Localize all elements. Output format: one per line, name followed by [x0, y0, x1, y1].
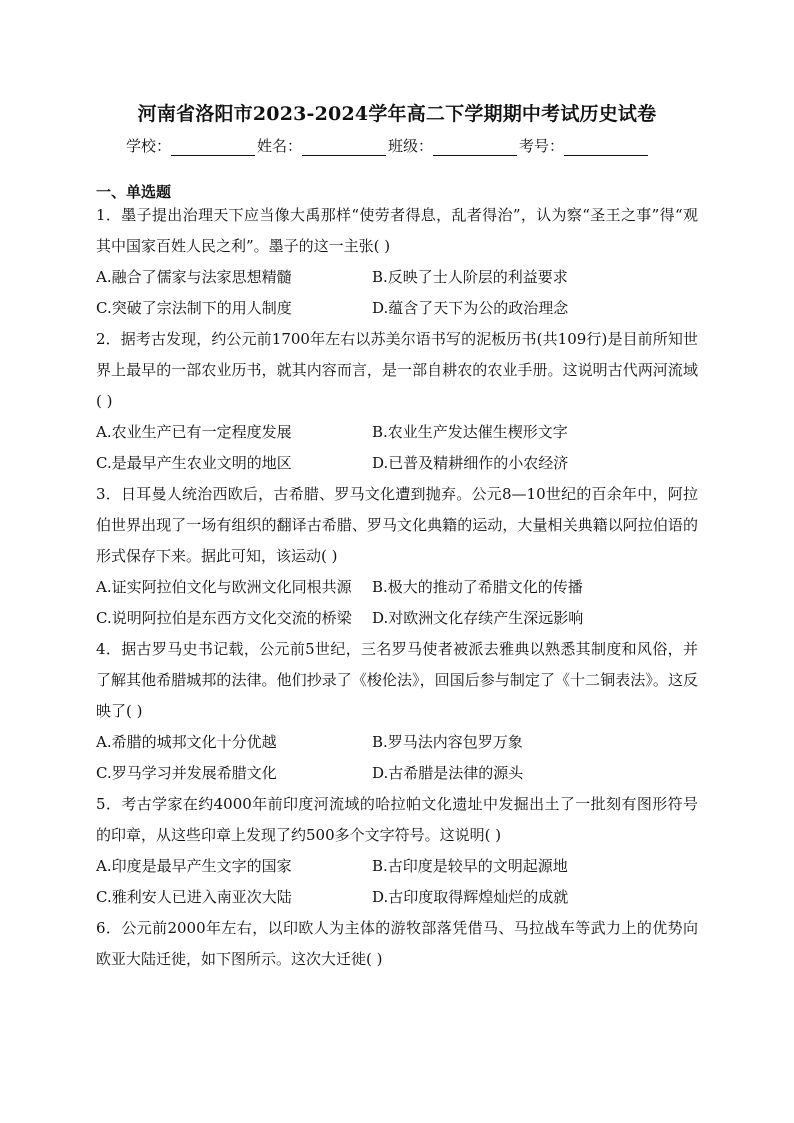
option-d: D.已普及精耕细作的小农经济 — [372, 454, 569, 472]
option-a: A.印度是最早产生文字的国家 — [96, 857, 292, 875]
question-stem: 3．日耳曼人统治西欧后，古希腊、罗马文化遭到抛弃。公元8—10世纪的百余年中，阿拉伯世界出现了一场有组织的翻译古希腊、罗马文化典籍的运动，大量相关典籍以阿拉伯语的形式保存下来。据此可知，该运动( ) — [96, 485, 698, 565]
option-d: D.古印度取得辉煌灿烂的成就 — [372, 888, 569, 906]
option-a: A.希腊的城邦文化十分优越 — [96, 733, 277, 751]
option-c: C.是最早产生农业文明的地区 — [96, 454, 292, 472]
question-stem: 5．考古学家在约4000年前印度河流域的哈拉帕文化遗址中发掘出土了一批刻有图形符号的印章，从这些印章上发现了约500多个文字符号。这说明( ) — [96, 795, 698, 844]
option-c: C.突破了宗法制下的用人制度 — [96, 299, 292, 317]
question-4 — [96, 634, 698, 727]
option-b: B.农业生产发达催生楔形文字 — [372, 423, 568, 441]
question-4-options — [96, 727, 698, 789]
question-stem: 1．墨子提出治理天下应当像大禹那样“使劳者得息，乱者得治”，认为察“圣王之事”得“观其中国家百姓人民之利”。墨子的这一主张( ) — [96, 206, 698, 255]
question-2-options — [96, 417, 698, 479]
option-a: A.农业生产已有一定程度发展 — [96, 423, 292, 441]
question-6 — [96, 913, 698, 975]
question-5 — [96, 789, 698, 851]
question-2 — [96, 324, 698, 417]
option-b: B.反映了士人阶层的利益要求 — [372, 268, 568, 286]
class-blank[interactable] — [433, 141, 517, 156]
question-1-options — [96, 262, 698, 324]
name-blank[interactable] — [302, 141, 386, 156]
option-a: A.融合了儒家与法家思想精髓 — [96, 268, 292, 286]
option-d: D.古希腊是法律的源头 — [372, 764, 524, 782]
question-stem: 2．据考古发现，约公元前1700年左右以苏美尔语书写的泥板历书(共109行)是目前所知世界上最早的一部农业历书，就其内容而言，是一部自耕农的农业手册。这说明古代两河流域( ) — [96, 330, 698, 410]
option-a: A.证实阿拉伯文化与欧洲文化同根共源 — [96, 578, 352, 596]
question-1 — [96, 200, 698, 262]
question-stem: 6．公元前2000年左右，以印欧人为主体的游牧部落凭借马、马拉战车等武力上的优势向欧亚大陆迁徙，如下图所示。这次大迁徙( ) — [96, 919, 698, 968]
option-c: C.罗马学习并发展希腊文化 — [96, 764, 277, 782]
question-5-options — [96, 851, 698, 913]
school-blank[interactable] — [171, 141, 255, 156]
class-label: 班级： — [388, 137, 434, 155]
option-d: D.对欧洲文化存续产生深远影响 — [372, 609, 584, 627]
option-b: B.罗马法内容包罗万象 — [372, 733, 523, 751]
option-c: C.说明阿拉伯是东西方文化交流的桥梁 — [96, 609, 352, 627]
exam-number-blank[interactable] — [564, 141, 648, 156]
name-label: 姓名： — [257, 137, 303, 155]
section-heading: 一、单选题 — [96, 183, 172, 201]
exam-title: 河南省洛阳市2023-2024学年高二下学期期中考试历史试卷 — [137, 103, 657, 125]
school-label: 学校： — [126, 137, 172, 155]
option-d: D.蕴含了天下为公的政治理念 — [372, 299, 569, 317]
option-b: B.极大的推动了希腊文化的传播 — [372, 578, 583, 596]
option-b: B.古印度是较早的文明起源地 — [372, 857, 568, 875]
question-3 — [96, 479, 698, 572]
exam-number-label: 考号： — [519, 137, 565, 155]
student-info-line — [126, 135, 650, 156]
question-3-options — [96, 572, 698, 634]
option-c: C.雅利安人已进入南亚次大陆 — [96, 888, 292, 906]
question-stem: 4．据古罗马史书记载，公元前5世纪，三名罗马使者被派去雅典以熟悉其制度和风俗，并了解其他希腊城邦的法律。他们抄录了《梭伦法》，回国后参与制定了《十二铜表法》。这反映了( ) — [96, 640, 698, 720]
